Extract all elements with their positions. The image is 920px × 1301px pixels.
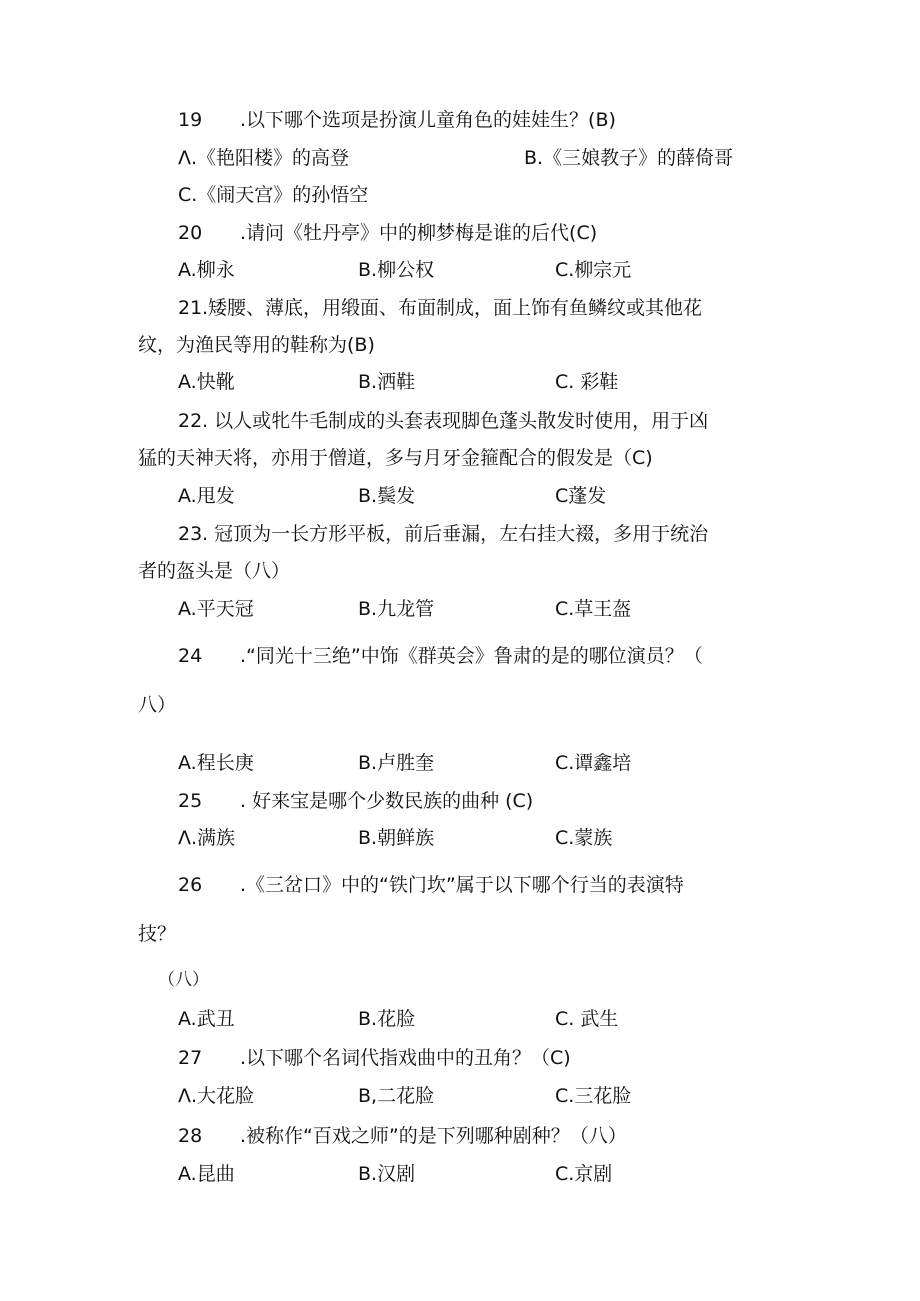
question-number: 19 <box>178 109 203 131</box>
question-number: 24 <box>178 645 203 667</box>
question-number: 20 <box>178 222 203 244</box>
option-b: B.柳公权 <box>358 259 435 281</box>
option-b: B.《三娘教子》的薛倚哥 <box>524 147 734 169</box>
question-text-continued: 八） <box>138 694 177 716</box>
option-c: C蓬发 <box>555 485 607 507</box>
question-text-continued: 技？ <box>138 923 177 945</box>
option-c: C.蒙族 <box>555 827 613 849</box>
option-a: Λ.大花脸 <box>178 1085 255 1107</box>
option-a: A.快靴 <box>178 371 235 393</box>
question-text: . 好来宝是哪个少数民族的曲种 (C) <box>240 790 534 812</box>
question-number: 28 <box>178 1125 203 1147</box>
question-number: 22 <box>178 410 203 432</box>
option-b: B.汉剧 <box>358 1163 416 1185</box>
option-c: C.谭鑫培 <box>555 752 632 774</box>
option-b: B.朝鲜族 <box>358 827 435 849</box>
option-a: A.昆曲 <box>178 1163 235 1185</box>
option-b: B,二花脸 <box>358 1085 435 1107</box>
question-text: .以下哪个选项是扮演儿童角色的娃娃生？(B) <box>240 109 616 131</box>
answer-line: （八） <box>158 970 209 990</box>
question-number: 25 <box>178 790 203 812</box>
question-number: 26 <box>178 874 203 896</box>
question-text: . 冠顶为一长方形平板，前后垂漏，左右挂大裰，多用于统治 <box>202 523 709 545</box>
option-a: Λ.满族 <box>178 827 236 849</box>
option-a: A.平天冠 <box>178 598 254 620</box>
question-number: 27 <box>178 1047 203 1069</box>
option-b: B.鬓发 <box>358 485 416 507</box>
question-text: . 以人或牝牛毛制成的头套表现脚色蓬头散发时使用，用于凶 <box>202 410 709 432</box>
option-c: C.三花脸 <box>555 1085 632 1107</box>
option-c: C.京剧 <box>555 1163 613 1185</box>
option-a: A.柳永 <box>178 259 235 281</box>
option-c: C. 彩鞋 <box>555 371 619 393</box>
question-text: .矮腰、薄底，用缎面、布面制成，面上饰有鱼鳞纹或其他花 <box>202 297 703 319</box>
question-text-continued: 猛的天神天将，亦用于僧道，多与月牙金箍配合的假发是（C) <box>138 447 653 469</box>
option-a: Λ.《艳阳楼》的高登 <box>178 147 350 169</box>
question-number: 23 <box>178 523 203 545</box>
question-text: .《三岔口》中的“铁门坎”属于以下哪个行当的表演特 <box>240 874 684 896</box>
question-text-continued: 者的盔头是（八） <box>138 560 291 582</box>
option-a: A.程长庚 <box>178 752 254 774</box>
option-c: C.草王盔 <box>555 598 632 620</box>
option-c: C.《闹天宫》的孙悟空 <box>178 184 369 206</box>
question-text: .被称作“百戏之师”的是下列哪种剧种？（八） <box>240 1125 627 1147</box>
option-c: C.柳宗元 <box>555 259 632 281</box>
question-number: 21 <box>178 297 203 319</box>
option-b: B.花脸 <box>358 1008 416 1030</box>
option-a: A.武丑 <box>178 1008 235 1030</box>
question-text: .“同光十三绝”中饰《群英会》鲁肃的是的哪位演员？（ <box>240 645 703 667</box>
question-text: .请问《牡丹亭》中的柳梦梅是谁的后代(C) <box>240 222 598 244</box>
option-b: B.卢胜奎 <box>358 752 435 774</box>
option-a: A.甩发 <box>178 485 235 507</box>
question-text: .以下哪个名词代指戏曲中的丑角？（C) <box>240 1047 571 1069</box>
option-c: C. 武生 <box>555 1008 619 1030</box>
option-b: B.洒鞋 <box>358 371 416 393</box>
option-b: B.九龙管 <box>358 598 435 620</box>
question-text-continued: 纹，为渔民等用的鞋称为(B) <box>138 334 375 356</box>
